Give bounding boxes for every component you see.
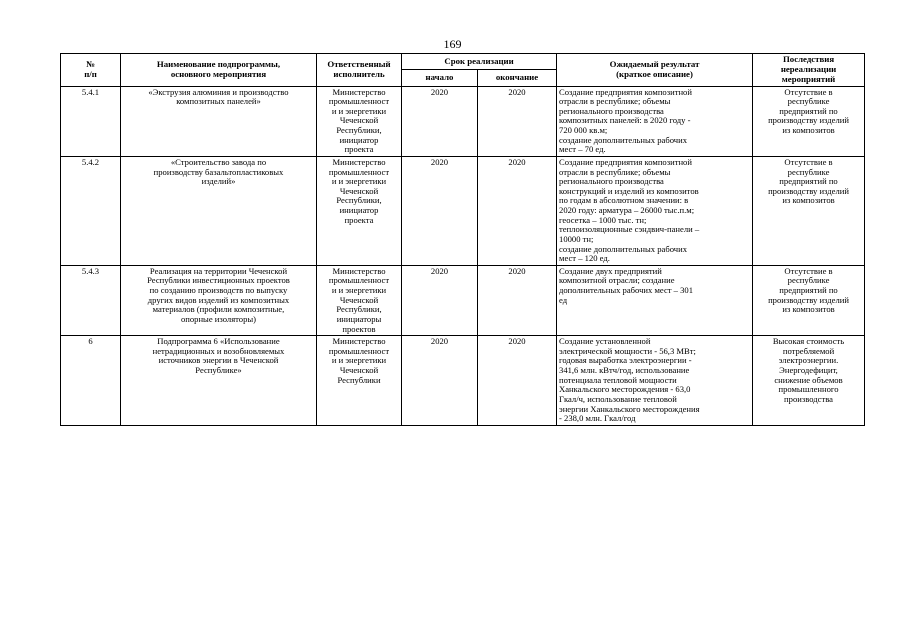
header-row	[61, 54, 865, 70]
row-end: 2020	[478, 156, 557, 265]
row-result: Создание установленной электрической мощности - 56,3 МВт; годовая выработка электроэнергии - 341,6 млн. кВтч/год, использование потенциала тепловой мощности Ханкальского месторождения - 63,0 Гкал/ч, использование тепловой энергии Ханкальского месторождения - 238,0 млн. Гкал/год	[557, 336, 753, 426]
row-consequences: Отсутствие в республике предприятий по производству изделий из композитов	[753, 86, 865, 156]
row-name: «Экструзия алюминия и производство композитных панелей»	[121, 86, 317, 156]
table-row	[61, 265, 865, 335]
row-responsible: Министерство промышленност и и энергетики Чеченской Республики	[317, 336, 402, 426]
header-consequences: Последствия нереализации мероприятий	[753, 54, 865, 87]
header-end: окончание	[478, 70, 557, 86]
header-name: Наименование подпрограммы, основного мероприятия	[121, 54, 317, 87]
page-number: 169	[443, 37, 462, 51]
program-table	[60, 53, 865, 426]
row-start: 2020	[402, 336, 478, 426]
row-num: 5.4.1	[61, 86, 121, 156]
row-start: 2020	[402, 265, 478, 335]
header-num: № п/п	[61, 54, 121, 87]
table-row	[61, 336, 865, 426]
header-start: начало	[402, 70, 478, 86]
row-num: 5.4.2	[61, 156, 121, 265]
row-result: Создание предприятия композитной отрасли в республике; объемы регионального производства конструкций и изделий из композитов по годам в абсолютном значении: в 2020 году: арматура – 26000 тыс.п.м; геосетка – 1000 тыс. тн; теплоизоляционные сэндвич-панели – 10000 тн; создание дополнительных рабочих мест – 120 ед.	[557, 156, 753, 265]
row-name: Подпрограмма 6 «Использование нетрадиционных и возобновляемых источников энергии в Чеченской Республике»	[121, 336, 317, 426]
row-result: Создание двух предприятий композитной отрасли; создание дополнительных рабочих мест – 301 ед	[557, 265, 753, 335]
row-name: Реализация на территории Чеченской Республики инвестиционных проектов по созданию производств по выпуску других видов изделий из композитных материалов (профили композитные, опорные изоляторы)	[121, 265, 317, 335]
row-start: 2020	[402, 156, 478, 265]
row-num: 6	[61, 336, 121, 426]
row-end: 2020	[478, 265, 557, 335]
row-consequences: Отсутствие в республике предприятий по производству изделий из композитов	[753, 156, 865, 265]
row-responsible: Министерство промышленност и и энергетики Чеченской Республики, инициатор проекта	[317, 156, 402, 265]
row-consequences: Высокая стоимость потребляемой электроэнергии. Энергодефицит, снижение объемов промышленного производства	[753, 336, 865, 426]
row-end: 2020	[478, 86, 557, 156]
header-period: Срок реализации	[402, 54, 557, 70]
row-consequences: Отсутствие в республике предприятий по производству изделий из композитов	[753, 265, 865, 335]
row-start: 2020	[402, 86, 478, 156]
row-name: «Строительство завода по производству базальтопластиковых изделий»	[121, 156, 317, 265]
row-result: Создание предприятия композитной отрасли в республике; объемы регионального производства композитных панелей: в 2020 году - 720 000 кв.м; создание дополнительных рабочих мест – 70 ед.	[557, 86, 753, 156]
table-row	[61, 156, 865, 265]
header-responsible: Ответственный исполнитель	[317, 54, 402, 87]
row-responsible: Министерство промышленност и и энергетики Чеченской Республики, инициатор проекта	[317, 86, 402, 156]
table-row	[61, 86, 865, 156]
row-num: 5.4.3	[61, 265, 121, 335]
row-end: 2020	[478, 336, 557, 426]
header-result: Ожидаемый результат (краткое описание)	[557, 54, 753, 87]
row-responsible: Министерство промышленност и и энергетики Чеченской Республики, инициаторы проектов	[317, 265, 402, 335]
